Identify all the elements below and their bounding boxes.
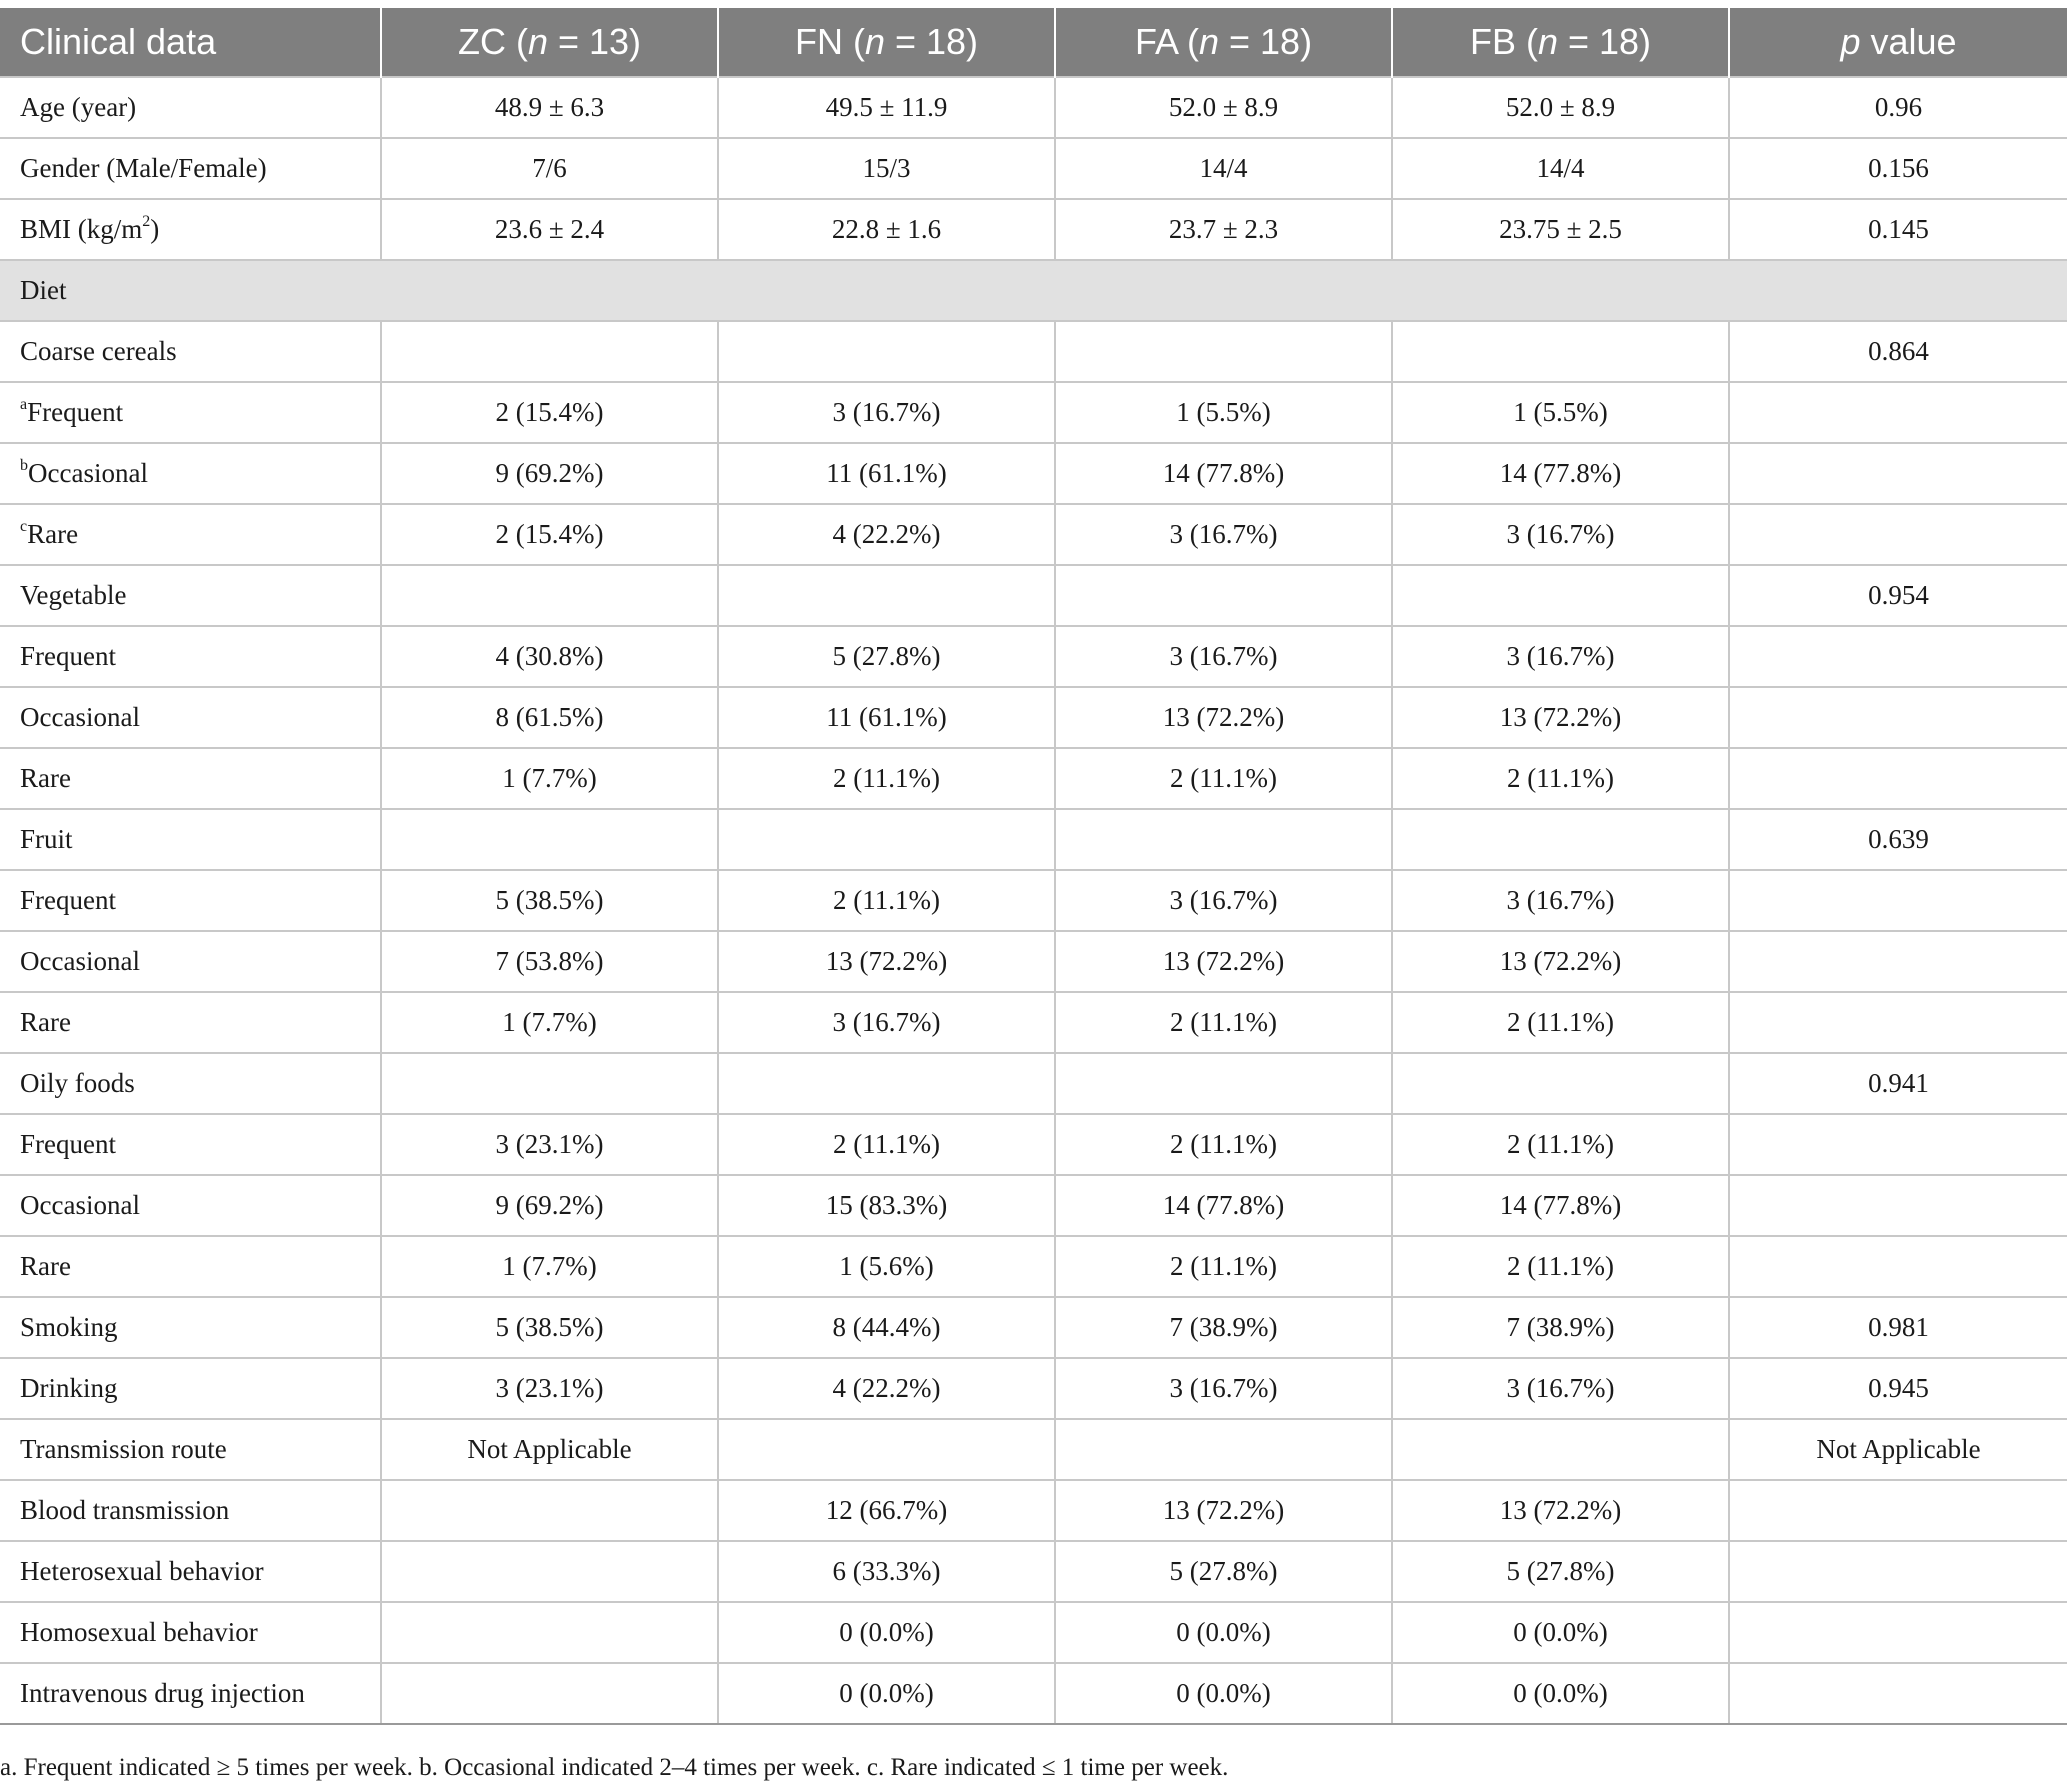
header-fb-name: FB ( bbox=[1469, 21, 1538, 62]
row-label: Occasional bbox=[0, 1175, 381, 1236]
bmi-label-end: ) bbox=[150, 214, 160, 244]
cell-p-value bbox=[1729, 992, 2067, 1053]
cell-fb: 13 (72.2%) bbox=[1392, 931, 1729, 992]
table-row-vegetable-frequent bbox=[0, 626, 2067, 687]
cell-fb: 2 (11.1%) bbox=[1392, 1236, 1729, 1297]
cell-fb bbox=[1392, 809, 1729, 870]
cell-fb bbox=[1392, 1419, 1729, 1480]
cell-p-value bbox=[1729, 626, 2067, 687]
table-row-oily-frequent bbox=[0, 1114, 2067, 1175]
cell-zc: 8 (61.5%) bbox=[381, 687, 718, 748]
section-label: Diet bbox=[0, 260, 2067, 321]
cell-fb: 13 (72.2%) bbox=[1392, 687, 1729, 748]
cell-zc bbox=[381, 1602, 718, 1663]
row-label: Occasional bbox=[0, 931, 381, 992]
table-row-oily-foods bbox=[0, 1053, 2067, 1114]
cell-fn: 0 (0.0%) bbox=[718, 1602, 1055, 1663]
clinical-data-table bbox=[0, 8, 2067, 1725]
row-label: Occasional bbox=[0, 687, 381, 748]
table-row-blood-transmission bbox=[0, 1480, 2067, 1541]
table-section-diet bbox=[0, 260, 2067, 321]
cell-p-value: 0.639 bbox=[1729, 809, 2067, 870]
cell-fa: 3 (16.7%) bbox=[1055, 870, 1392, 931]
header-p-rest: value bbox=[1860, 21, 1957, 62]
bmi-label-superscript: 2 bbox=[142, 213, 151, 230]
cell-fb: 3 (16.7%) bbox=[1392, 1358, 1729, 1419]
row-label: Blood transmission bbox=[0, 1480, 381, 1541]
row-label: Rare bbox=[0, 992, 381, 1053]
row-label: Fruit bbox=[0, 809, 381, 870]
cell-fa: 2 (11.1%) bbox=[1055, 1236, 1392, 1297]
footnote-marker-b: b bbox=[20, 457, 28, 474]
cell-fa bbox=[1055, 565, 1392, 626]
cell-fn: 3 (16.7%) bbox=[718, 382, 1055, 443]
cell-zc: 3 (23.1%) bbox=[381, 1114, 718, 1175]
cell-fn: 1 (5.6%) bbox=[718, 1236, 1055, 1297]
table-footnote: a. Frequent indicated ≥ 5 times per week. b. Occasional indicated 2–4 times per week. c. Rare indicated ≤ 1 time per week. bbox=[0, 1754, 1229, 1781]
row-label: Frequent bbox=[0, 1114, 381, 1175]
table-row-bmi bbox=[0, 199, 2067, 260]
table-row-fruit-rare bbox=[0, 992, 2067, 1053]
cell-fa: 13 (72.2%) bbox=[1055, 1480, 1392, 1541]
cell-p-value bbox=[1729, 748, 2067, 809]
cell-p-value bbox=[1729, 1175, 2067, 1236]
cell-p-value bbox=[1729, 1602, 2067, 1663]
row-label: Intravenous drug injection bbox=[0, 1663, 381, 1724]
cell-fn bbox=[718, 565, 1055, 626]
table-row-fruit-occasional bbox=[0, 931, 2067, 992]
cell-fn: 5 (27.8%) bbox=[718, 626, 1055, 687]
header-p-symbol: p bbox=[1840, 21, 1861, 62]
row-label: Smoking bbox=[0, 1297, 381, 1358]
cell-fn: 12 (66.7%) bbox=[718, 1480, 1055, 1541]
cell-fn: 49.5 ± 11.9 bbox=[718, 77, 1055, 138]
cell-fa: 52.0 ± 8.9 bbox=[1055, 77, 1392, 138]
cell-fn: 11 (61.1%) bbox=[718, 443, 1055, 504]
cell-fa: 3 (16.7%) bbox=[1055, 504, 1392, 565]
cell-zc: 1 (7.7%) bbox=[381, 1236, 718, 1297]
header-fa-count: = 18) bbox=[1219, 21, 1313, 62]
cell-fn: 3 (16.7%) bbox=[718, 992, 1055, 1053]
cell-fb: 14/4 bbox=[1392, 138, 1729, 199]
cell-zc bbox=[381, 1480, 718, 1541]
cell-fb: 1 (5.5%) bbox=[1392, 382, 1729, 443]
cell-p-value bbox=[1729, 443, 2067, 504]
cell-fn: 4 (22.2%) bbox=[718, 504, 1055, 565]
header-p-value bbox=[1729, 8, 2067, 77]
table-row-coarse-rare bbox=[0, 504, 2067, 565]
cell-fb bbox=[1392, 565, 1729, 626]
header-zc-n: n bbox=[527, 21, 548, 62]
cell-fb: 52.0 ± 8.9 bbox=[1392, 77, 1729, 138]
cell-fn: 15/3 bbox=[718, 138, 1055, 199]
cell-fn bbox=[718, 809, 1055, 870]
cell-fa: 13 (72.2%) bbox=[1055, 931, 1392, 992]
header-fb-n: n bbox=[1537, 21, 1558, 62]
table-row-coarse-frequent bbox=[0, 382, 2067, 443]
table-row-transmission-route bbox=[0, 1419, 2067, 1480]
table-row-coarse-occasional bbox=[0, 443, 2067, 504]
header-fa-name: FA ( bbox=[1134, 21, 1199, 62]
cell-p-value: 0.864 bbox=[1729, 321, 2067, 382]
header-zc bbox=[381, 8, 718, 77]
footnote-marker-c: c bbox=[20, 518, 28, 535]
cell-fb: 13 (72.2%) bbox=[1392, 1480, 1729, 1541]
cell-fb: 14 (77.8%) bbox=[1392, 1175, 1729, 1236]
cell-fb: 2 (11.1%) bbox=[1392, 748, 1729, 809]
table-row-heterosexual-behavior bbox=[0, 1541, 2067, 1602]
row-label: Transmission route bbox=[0, 1419, 381, 1480]
row-label: Rare bbox=[0, 748, 381, 809]
cell-fa bbox=[1055, 321, 1392, 382]
cell-p-value bbox=[1729, 1480, 2067, 1541]
cell-p-value: 0.156 bbox=[1729, 138, 2067, 199]
cell-fn: 0 (0.0%) bbox=[718, 1663, 1055, 1724]
cell-fa: 14 (77.8%) bbox=[1055, 1175, 1392, 1236]
cell-fn: 2 (11.1%) bbox=[718, 1114, 1055, 1175]
row-label: Oily foods bbox=[0, 1053, 381, 1114]
header-fn-n: n bbox=[864, 21, 885, 62]
cell-fb: 5 (27.8%) bbox=[1392, 1541, 1729, 1602]
cell-fa: 2 (11.1%) bbox=[1055, 748, 1392, 809]
cell-zc: 2 (15.4%) bbox=[381, 504, 718, 565]
cell-fa: 13 (72.2%) bbox=[1055, 687, 1392, 748]
cell-fa: 3 (16.7%) bbox=[1055, 1358, 1392, 1419]
cell-fb: 2 (11.1%) bbox=[1392, 1114, 1729, 1175]
cell-p-value: 0.145 bbox=[1729, 199, 2067, 260]
cell-zc: 5 (38.5%) bbox=[381, 870, 718, 931]
table-row-age bbox=[0, 77, 2067, 138]
row-label-text: Occasional bbox=[28, 458, 148, 488]
cell-zc bbox=[381, 1541, 718, 1602]
row-label: Age (year) bbox=[0, 77, 381, 138]
table-row-oily-occasional bbox=[0, 1175, 2067, 1236]
table-row-fruit bbox=[0, 809, 2067, 870]
cell-fa: 3 (16.7%) bbox=[1055, 626, 1392, 687]
cell-zc bbox=[381, 1053, 718, 1114]
cell-fa bbox=[1055, 1419, 1392, 1480]
cell-zc: Not Applicable bbox=[381, 1419, 718, 1480]
header-zc-name: ZC ( bbox=[457, 21, 528, 62]
cell-fn: 4 (22.2%) bbox=[718, 1358, 1055, 1419]
table-header-row bbox=[0, 8, 2067, 77]
header-fn-count: = 18) bbox=[884, 21, 979, 62]
cell-fb: 3 (16.7%) bbox=[1392, 504, 1729, 565]
cell-fa: 0 (0.0%) bbox=[1055, 1663, 1392, 1724]
header-clinical-data: Clinical data bbox=[0, 8, 381, 77]
header-zc-count: = 13) bbox=[547, 21, 642, 62]
cell-p-value bbox=[1729, 1663, 2067, 1724]
cell-fn bbox=[718, 321, 1055, 382]
row-label bbox=[0, 443, 381, 504]
cell-zc: 9 (69.2%) bbox=[381, 1175, 718, 1236]
cell-p-value: 0.96 bbox=[1729, 77, 2067, 138]
cell-p-value bbox=[1729, 870, 2067, 931]
cell-zc: 3 (23.1%) bbox=[381, 1358, 718, 1419]
bmi-label: BMI (kg/m bbox=[20, 214, 143, 244]
cell-fb: 3 (16.7%) bbox=[1392, 870, 1729, 931]
cell-zc bbox=[381, 809, 718, 870]
cell-p-value bbox=[1729, 382, 2067, 443]
cell-fa: 14 (77.8%) bbox=[1055, 443, 1392, 504]
cell-zc: 2 (15.4%) bbox=[381, 382, 718, 443]
cell-p-value: 0.981 bbox=[1729, 1297, 2067, 1358]
cell-fa bbox=[1055, 809, 1392, 870]
cell-p-value bbox=[1729, 1236, 2067, 1297]
cell-p-value: 0.954 bbox=[1729, 565, 2067, 626]
row-label-text: Frequent bbox=[27, 397, 124, 427]
table-row-vegetable-occasional bbox=[0, 687, 2067, 748]
cell-zc: 9 (69.2%) bbox=[381, 443, 718, 504]
table-row-drinking bbox=[0, 1358, 2067, 1419]
cell-zc bbox=[381, 565, 718, 626]
cell-zc: 1 (7.7%) bbox=[381, 748, 718, 809]
row-label: Frequent bbox=[0, 870, 381, 931]
cell-fa: 2 (11.1%) bbox=[1055, 992, 1392, 1053]
cell-p-value: Not Applicable bbox=[1729, 1419, 2067, 1480]
cell-fb: 3 (16.7%) bbox=[1392, 626, 1729, 687]
row-label bbox=[0, 199, 381, 260]
cell-fn: 13 (72.2%) bbox=[718, 931, 1055, 992]
table-row-vegetable-rare bbox=[0, 748, 2067, 809]
cell-fn: 22.8 ± 1.6 bbox=[718, 199, 1055, 260]
row-label: Drinking bbox=[0, 1358, 381, 1419]
row-label: Vegetable bbox=[0, 565, 381, 626]
cell-fa: 5 (27.8%) bbox=[1055, 1541, 1392, 1602]
table-row-intravenous-drug-injection bbox=[0, 1663, 2067, 1724]
header-fa bbox=[1055, 8, 1392, 77]
cell-zc: 1 (7.7%) bbox=[381, 992, 718, 1053]
row-label: Heterosexual behavior bbox=[0, 1541, 381, 1602]
cell-fa: 0 (0.0%) bbox=[1055, 1602, 1392, 1663]
cell-fb: 14 (77.8%) bbox=[1392, 443, 1729, 504]
cell-fn: 2 (11.1%) bbox=[718, 748, 1055, 809]
cell-zc: 7 (53.8%) bbox=[381, 931, 718, 992]
cell-p-value bbox=[1729, 931, 2067, 992]
table-row-homosexual-behavior bbox=[0, 1602, 2067, 1663]
cell-fn bbox=[718, 1053, 1055, 1114]
clinical-data-table-container bbox=[0, 8, 2067, 1725]
cell-fn: 8 (44.4%) bbox=[718, 1297, 1055, 1358]
cell-fb: 0 (0.0%) bbox=[1392, 1663, 1729, 1724]
header-fb-count: = 18) bbox=[1557, 21, 1652, 62]
cell-fb: 0 (0.0%) bbox=[1392, 1602, 1729, 1663]
row-label: Gender (Male/Female) bbox=[0, 138, 381, 199]
cell-fa: 14/4 bbox=[1055, 138, 1392, 199]
cell-fa: 7 (38.9%) bbox=[1055, 1297, 1392, 1358]
cell-fn bbox=[718, 1419, 1055, 1480]
cell-p-value bbox=[1729, 504, 2067, 565]
footnote-marker-a: a bbox=[20, 396, 28, 413]
table-row-fruit-frequent bbox=[0, 870, 2067, 931]
cell-fb: 2 (11.1%) bbox=[1392, 992, 1729, 1053]
cell-zc: 4 (30.8%) bbox=[381, 626, 718, 687]
header-fn bbox=[718, 8, 1055, 77]
header-fb bbox=[1392, 8, 1729, 77]
cell-fb bbox=[1392, 1053, 1729, 1114]
table-row-smoking bbox=[0, 1297, 2067, 1358]
row-label bbox=[0, 382, 381, 443]
cell-fb bbox=[1392, 321, 1729, 382]
table-row-coarse-cereals bbox=[0, 321, 2067, 382]
cell-zc: 5 (38.5%) bbox=[381, 1297, 718, 1358]
cell-fa bbox=[1055, 1053, 1392, 1114]
table-row-gender bbox=[0, 138, 2067, 199]
cell-p-value bbox=[1729, 687, 2067, 748]
cell-fa: 2 (11.1%) bbox=[1055, 1114, 1392, 1175]
cell-fa: 23.7 ± 2.3 bbox=[1055, 199, 1392, 260]
cell-fa: 1 (5.5%) bbox=[1055, 382, 1392, 443]
table-row-vegetable bbox=[0, 565, 2067, 626]
cell-p-value: 0.941 bbox=[1729, 1053, 2067, 1114]
cell-fn: 15 (83.3%) bbox=[718, 1175, 1055, 1236]
row-label: Homosexual behavior bbox=[0, 1602, 381, 1663]
cell-fn: 2 (11.1%) bbox=[718, 870, 1055, 931]
row-label: Rare bbox=[0, 1236, 381, 1297]
cell-zc: 48.9 ± 6.3 bbox=[381, 77, 718, 138]
cell-p-value bbox=[1729, 1114, 2067, 1175]
table-row-oily-rare bbox=[0, 1236, 2067, 1297]
cell-fb: 7 (38.9%) bbox=[1392, 1297, 1729, 1358]
header-fa-n: n bbox=[1198, 21, 1219, 62]
header-fn-name: FN ( bbox=[794, 21, 865, 62]
row-label: Frequent bbox=[0, 626, 381, 687]
cell-fn: 11 (61.1%) bbox=[718, 687, 1055, 748]
row-label-text: Rare bbox=[27, 519, 79, 549]
cell-p-value: 0.945 bbox=[1729, 1358, 2067, 1419]
cell-zc bbox=[381, 321, 718, 382]
row-label: Coarse cereals bbox=[0, 321, 381, 382]
cell-fb: 23.75 ± 2.5 bbox=[1392, 199, 1729, 260]
cell-zc: 23.6 ± 2.4 bbox=[381, 199, 718, 260]
cell-p-value bbox=[1729, 1541, 2067, 1602]
cell-fn: 6 (33.3%) bbox=[718, 1541, 1055, 1602]
cell-zc: 7/6 bbox=[381, 138, 718, 199]
cell-zc bbox=[381, 1663, 718, 1724]
row-label bbox=[0, 504, 381, 565]
